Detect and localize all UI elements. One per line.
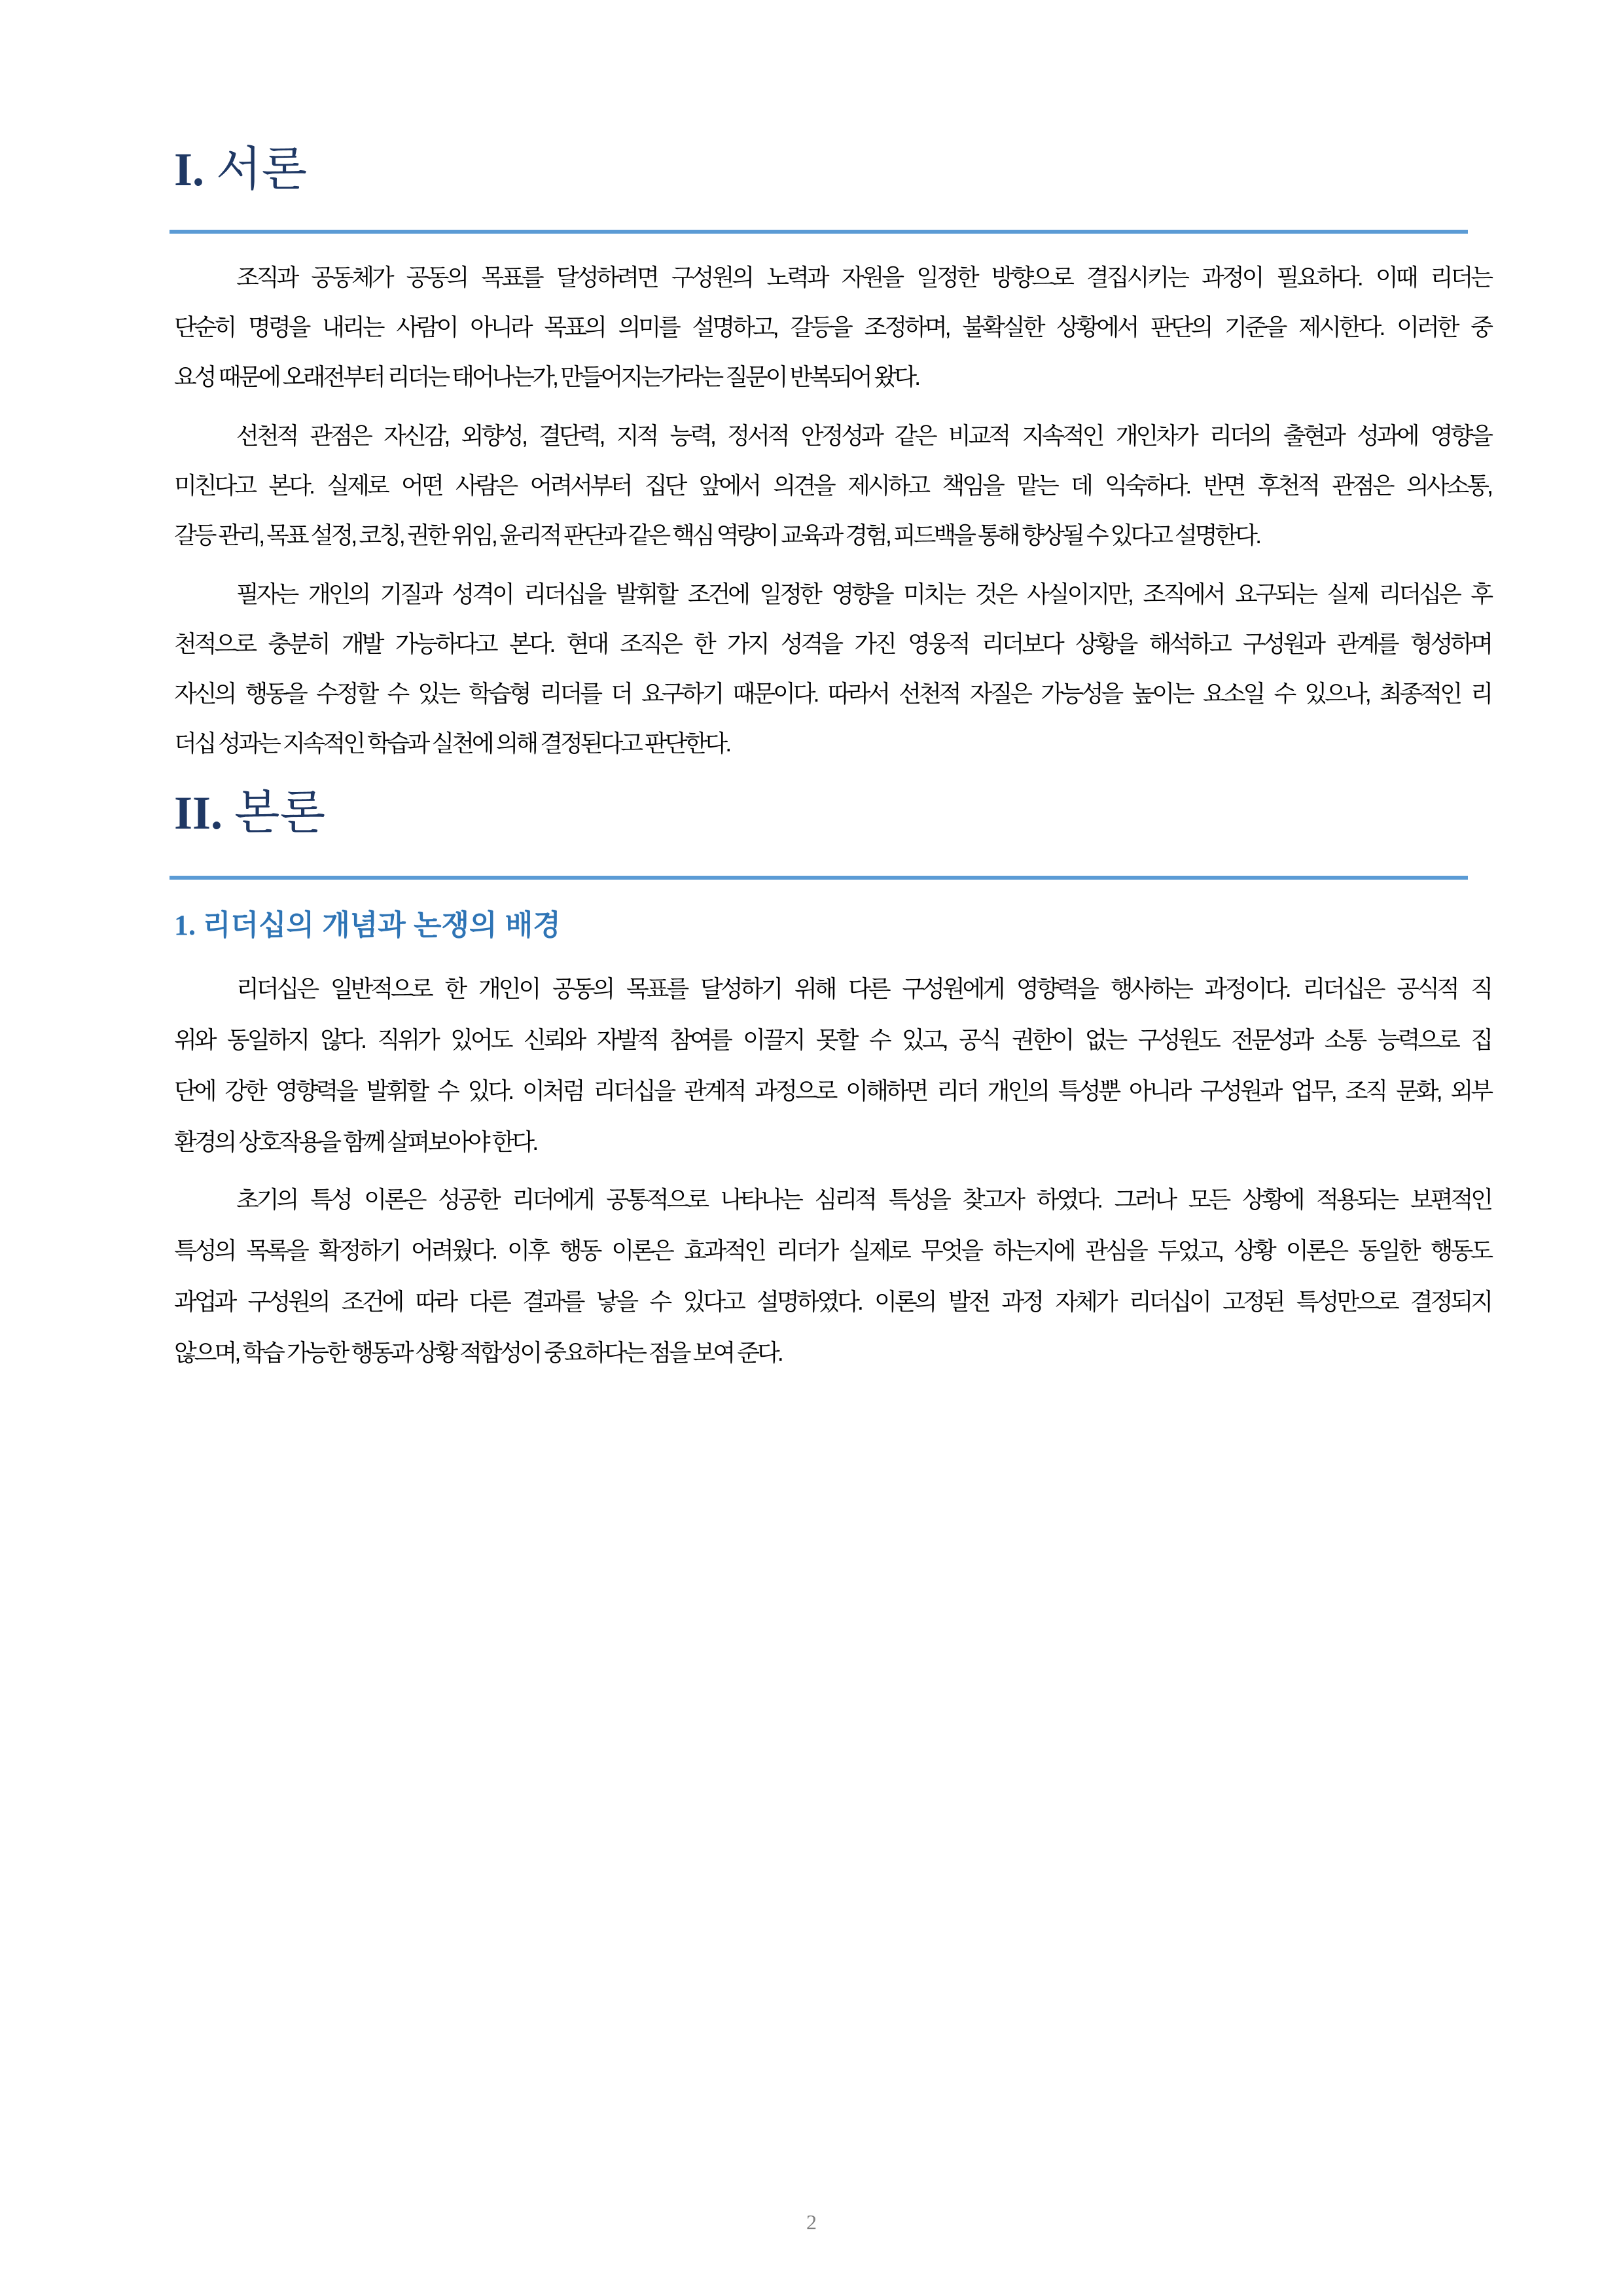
text-line: 필자는 개인의 기질과 성격이 리더십을 발휘할 조건에 일정한 영향을 미치는 것은 사실이지만, 조직에서 요구되는 실제 리더십은 후 xyxy=(236,581,1491,607)
text-line: 갈등 관리, 목표 설정, 코칭, 권한 위임, 윤리적 판단과 같은 핵심 역량이 교육과 경험, 피드백을 통해 향상될 수 있다고 설명한다. xyxy=(174,522,1260,548)
text-line: 자신의 행동을 수정할 수 있는 학습형 리더를 더 요구하기 때문이다. 따라서 선천적 자질은 가능성을 높이는 요소일 수 있으나, 최종적인 리 xyxy=(174,680,1491,707)
page-number: 2 xyxy=(806,2210,817,2234)
text-line: 단에 강한 영향력을 발휘할 수 있다. 이처럼 리더십을 관계적 과정으로 이해하면 리더 개인의 특성뿐 아니라 구성원과 업무, 조직 문화, 외부 xyxy=(174,1077,1491,1104)
section-heading-body xyxy=(174,787,1491,839)
heading-rule xyxy=(169,876,1468,880)
paragraph xyxy=(174,411,1491,560)
paragraph xyxy=(174,569,1491,768)
text-line: 과업과 구성원의 조건에 따라 다른 결과를 낳을 수 있다고 설명하였다. 이론의 발전 과정 자체가 리더십이 고정된 특성만으로 결정되지 xyxy=(174,1288,1491,1315)
text-line: 초기의 특성 이론은 성공한 리더에게 공통적으로 나타나는 심리적 특성을 찾고자 하였다. 그러나 모든 상황에 적용되는 보편적인 xyxy=(236,1186,1491,1213)
text-line: 위와 동일하지 않다. 직위가 있어도 신뢰와 자발적 참여를 이끌지 못할 수 있고, 공식 권한이 없는 구성원도 전문성과 소통 능력으로 집 xyxy=(174,1026,1491,1053)
heading-rule xyxy=(169,230,1468,234)
subsection-number: 1. xyxy=(174,909,196,941)
text-line: 단순히 명령을 내리는 사람이 아니라 목표의 의미를 설명하고, 갈등을 조정하며, 불확실한 상황에서 판단의 기준을 제시한다. 이러한 중 xyxy=(174,314,1491,340)
paragraph xyxy=(174,1174,1491,1378)
paragraph xyxy=(174,253,1491,402)
text-line: 선천적 관점은 자신감, 외향성, 결단력, 지적 능력, 정서적 안정성과 같은 비교적 지속적인 개인차가 리더의 출현과 성과에 영향을 xyxy=(236,422,1491,449)
text-line: 특성의 목록을 확정하기 어려웠다. 이후 행동 이론은 효과적인 리더가 실제로 무엇을 하는지에 관심을 두었고, 상황 이론은 동일한 행동도 xyxy=(174,1237,1491,1264)
text-line: 않으며, 학습 가능한 행동과 상황 적합성이 중요하다는 점을 보여 준다. xyxy=(174,1339,781,1366)
section-title: 본론 xyxy=(234,787,326,839)
section-title: 서론 xyxy=(216,143,308,196)
text-line: 요성 때문에 오래전부터 리더는 태어나는가, 만들어지는가라는 질문이 반복되어 왔다. xyxy=(174,363,919,390)
subsection-heading xyxy=(174,905,1491,946)
text-line: 천적으로 충분히 개발 가능하다고 본다. 현대 조직은 한 가지 성격을 가진 영웅적 리더보다 상황을 해석하고 구성원과 관계를 형성하며 xyxy=(174,630,1491,657)
paragraph xyxy=(174,963,1491,1168)
section-number: I. xyxy=(174,143,205,196)
subsection-title: 리더십의 개념과 논쟁의 배경 xyxy=(203,909,561,941)
text-line: 조직과 공동체가 공동의 목표를 달성하려면 구성원의 노력과 자원을 일정한 방향으로 결집시키는 과정이 필요하다. 이때 리더는 xyxy=(236,264,1491,291)
text-line: 미친다고 본다. 실제로 어떤 사람은 어려서부터 집단 앞에서 의견을 제시하고 책임을 맡는 데 익숙하다. 반면 후천적 관점은 의사소통, xyxy=(174,472,1491,499)
text-line: 더십 성과는 지속적인 학습과 실천에 의해 결정된다고 판단한다. xyxy=(174,730,730,757)
text-line: 환경의 상호작용을 함께 살펴보아야 한다. xyxy=(174,1128,537,1155)
page-content xyxy=(174,0,1491,1378)
text-line: 리더십은 일반적으로 한 개인이 공동의 목표를 달성하기 위해 다른 구성원에게 영향력을 행사하는 과정이다. 리더십은 공식적 직 xyxy=(236,975,1491,1002)
section-heading-introduction xyxy=(174,143,1491,196)
section-number: II. xyxy=(174,787,223,839)
